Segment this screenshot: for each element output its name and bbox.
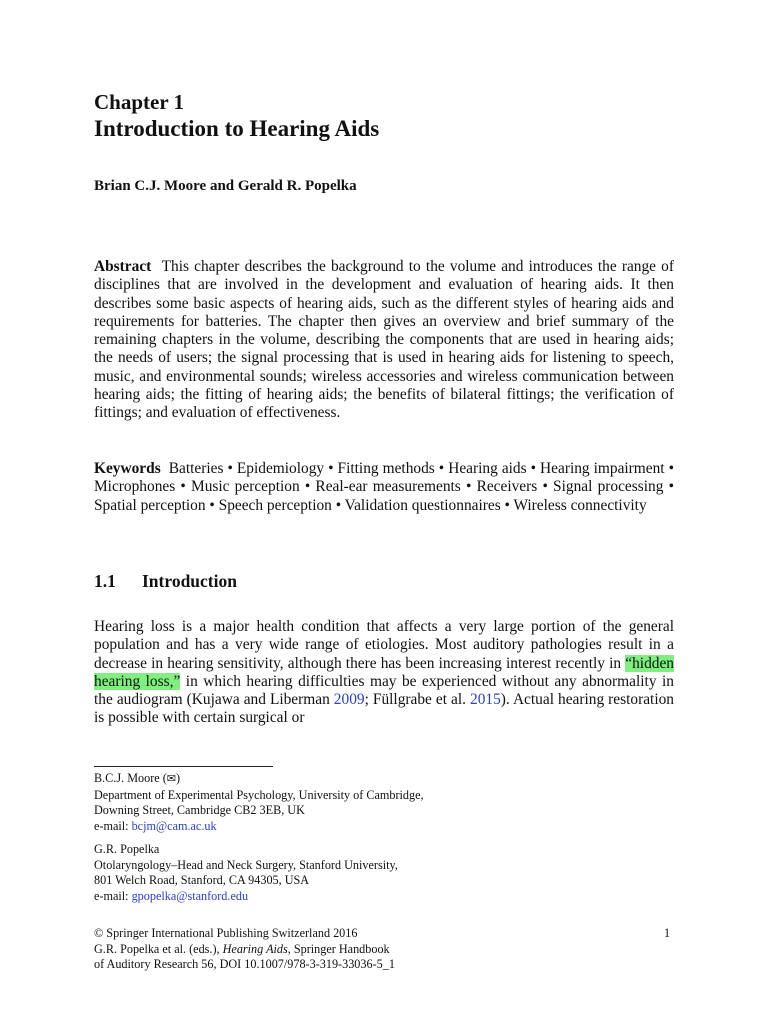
author2-address: 801 Welch Road, Stanford, CA 94305, USA xyxy=(94,873,310,888)
intro-text-1: Hearing loss is a major health condition that affects a very large portion of the general population and has a very wide range of etiologies. Most auditory pathologies result in a decrease in hearing sensitivity, although there has been increasing interest recently in xyxy=(94,618,674,672)
intro-text-2: in which hearing difficulties may be experienced without any abnormality in the audiogram (Kujawa and Liberman xyxy=(94,672,674,709)
footnote-divider xyxy=(94,766,273,767)
chapter-authors: Brian C.J. Moore and Gerald R. Popelka xyxy=(94,178,357,194)
abstract-heading: Abstract xyxy=(94,258,152,275)
keywords-paragraph xyxy=(94,460,674,515)
author1-email-link[interactable]: bcjm@cam.ac.uk xyxy=(131,818,217,833)
envelope-icon: ✉ xyxy=(166,773,177,785)
section-heading xyxy=(94,571,237,592)
keywords-text: Batteries • Epidemiology • Fitting methods • Hearing aids • Hearing impairment • Microphones • Music perception • Real-ear measurements • Receivers • Signal processing • Spatial perception • Speech perception • Validation questionnaires • Wireless connectivity xyxy=(94,460,674,514)
highlighted-phrase[interactable]: “hidden hearing loss,” xyxy=(94,654,674,690)
author1-department: Department of Experimental Psychology, University of Cambridge, xyxy=(94,787,424,802)
keywords-heading: Keywords xyxy=(94,460,161,477)
chapter-label: Chapter 1 xyxy=(94,90,185,114)
citation-doi: of Auditory Research 56, DOI 10.1007/978-3-319-33036-5_1 xyxy=(94,957,395,972)
citation-link-2015[interactable]: 2015 xyxy=(470,691,501,709)
author1-address: Downing Street, Cambridge CB2 3EB, UK xyxy=(94,803,305,818)
author1-email-label: e-mail: xyxy=(94,818,132,833)
section-number: 1.1 xyxy=(94,571,116,591)
citation-book-title: Hearing Aids xyxy=(222,941,288,956)
copyright-line: © Springer International Publishing Switzerland 2016 xyxy=(94,926,358,940)
abstract-paragraph xyxy=(94,258,674,423)
section-title: Introduction xyxy=(142,571,237,591)
abstract-text: This chapter describes the background to the volume and introduces the range of disciplines that are involved in the development and evaluation of hearing aids. It then describes some basic aspects of hearing aids, such as the different styles of hearing aids and requirements for batteries. The chapter then gives an overview and brief summary of the remaining chapters in the volume, describing the components that are used in hearing aids; the needs of users; the signal processing that is used in hearing aids for listening to speech, music, and environmental sounds; wireless accessories and wireless communication between hearing aids; the fitting of hearing aids; the benefits of bilateral fittings; the verification of fittings; and evaluation of effectiveness. xyxy=(94,258,674,422)
author2-affiliation xyxy=(94,842,398,904)
citation-link-2009[interactable]: 2009 xyxy=(333,691,365,709)
citation-suffix: , Springer Handbook xyxy=(287,941,390,956)
intro-paragraph xyxy=(94,618,674,728)
author1-affiliation xyxy=(94,771,424,834)
author2-email-link[interactable]: gpopelka@stanford.edu xyxy=(131,888,249,903)
author2-department: Otolaryngology–Head and Neck Surgery, Stanford University, xyxy=(94,857,398,872)
author2-name: G.R. Popelka xyxy=(94,842,160,856)
citation-prefix: G.R. Popelka et al. (eds.), xyxy=(94,941,223,956)
author2-email-label: e-mail: xyxy=(94,888,132,903)
page-number: 1 xyxy=(664,926,671,940)
publication-footer xyxy=(94,926,395,973)
author1-name-close: ) xyxy=(176,771,181,785)
chapter-title: Introduction to Hearing Aids xyxy=(94,116,380,141)
intro-text-4: ). Actual hearing restoration is possible with certain surgical or xyxy=(94,691,674,727)
intro-text-3: ; Füllgrabe et al. xyxy=(364,691,471,709)
author1-name: B.C.J. Moore ( xyxy=(94,771,167,785)
